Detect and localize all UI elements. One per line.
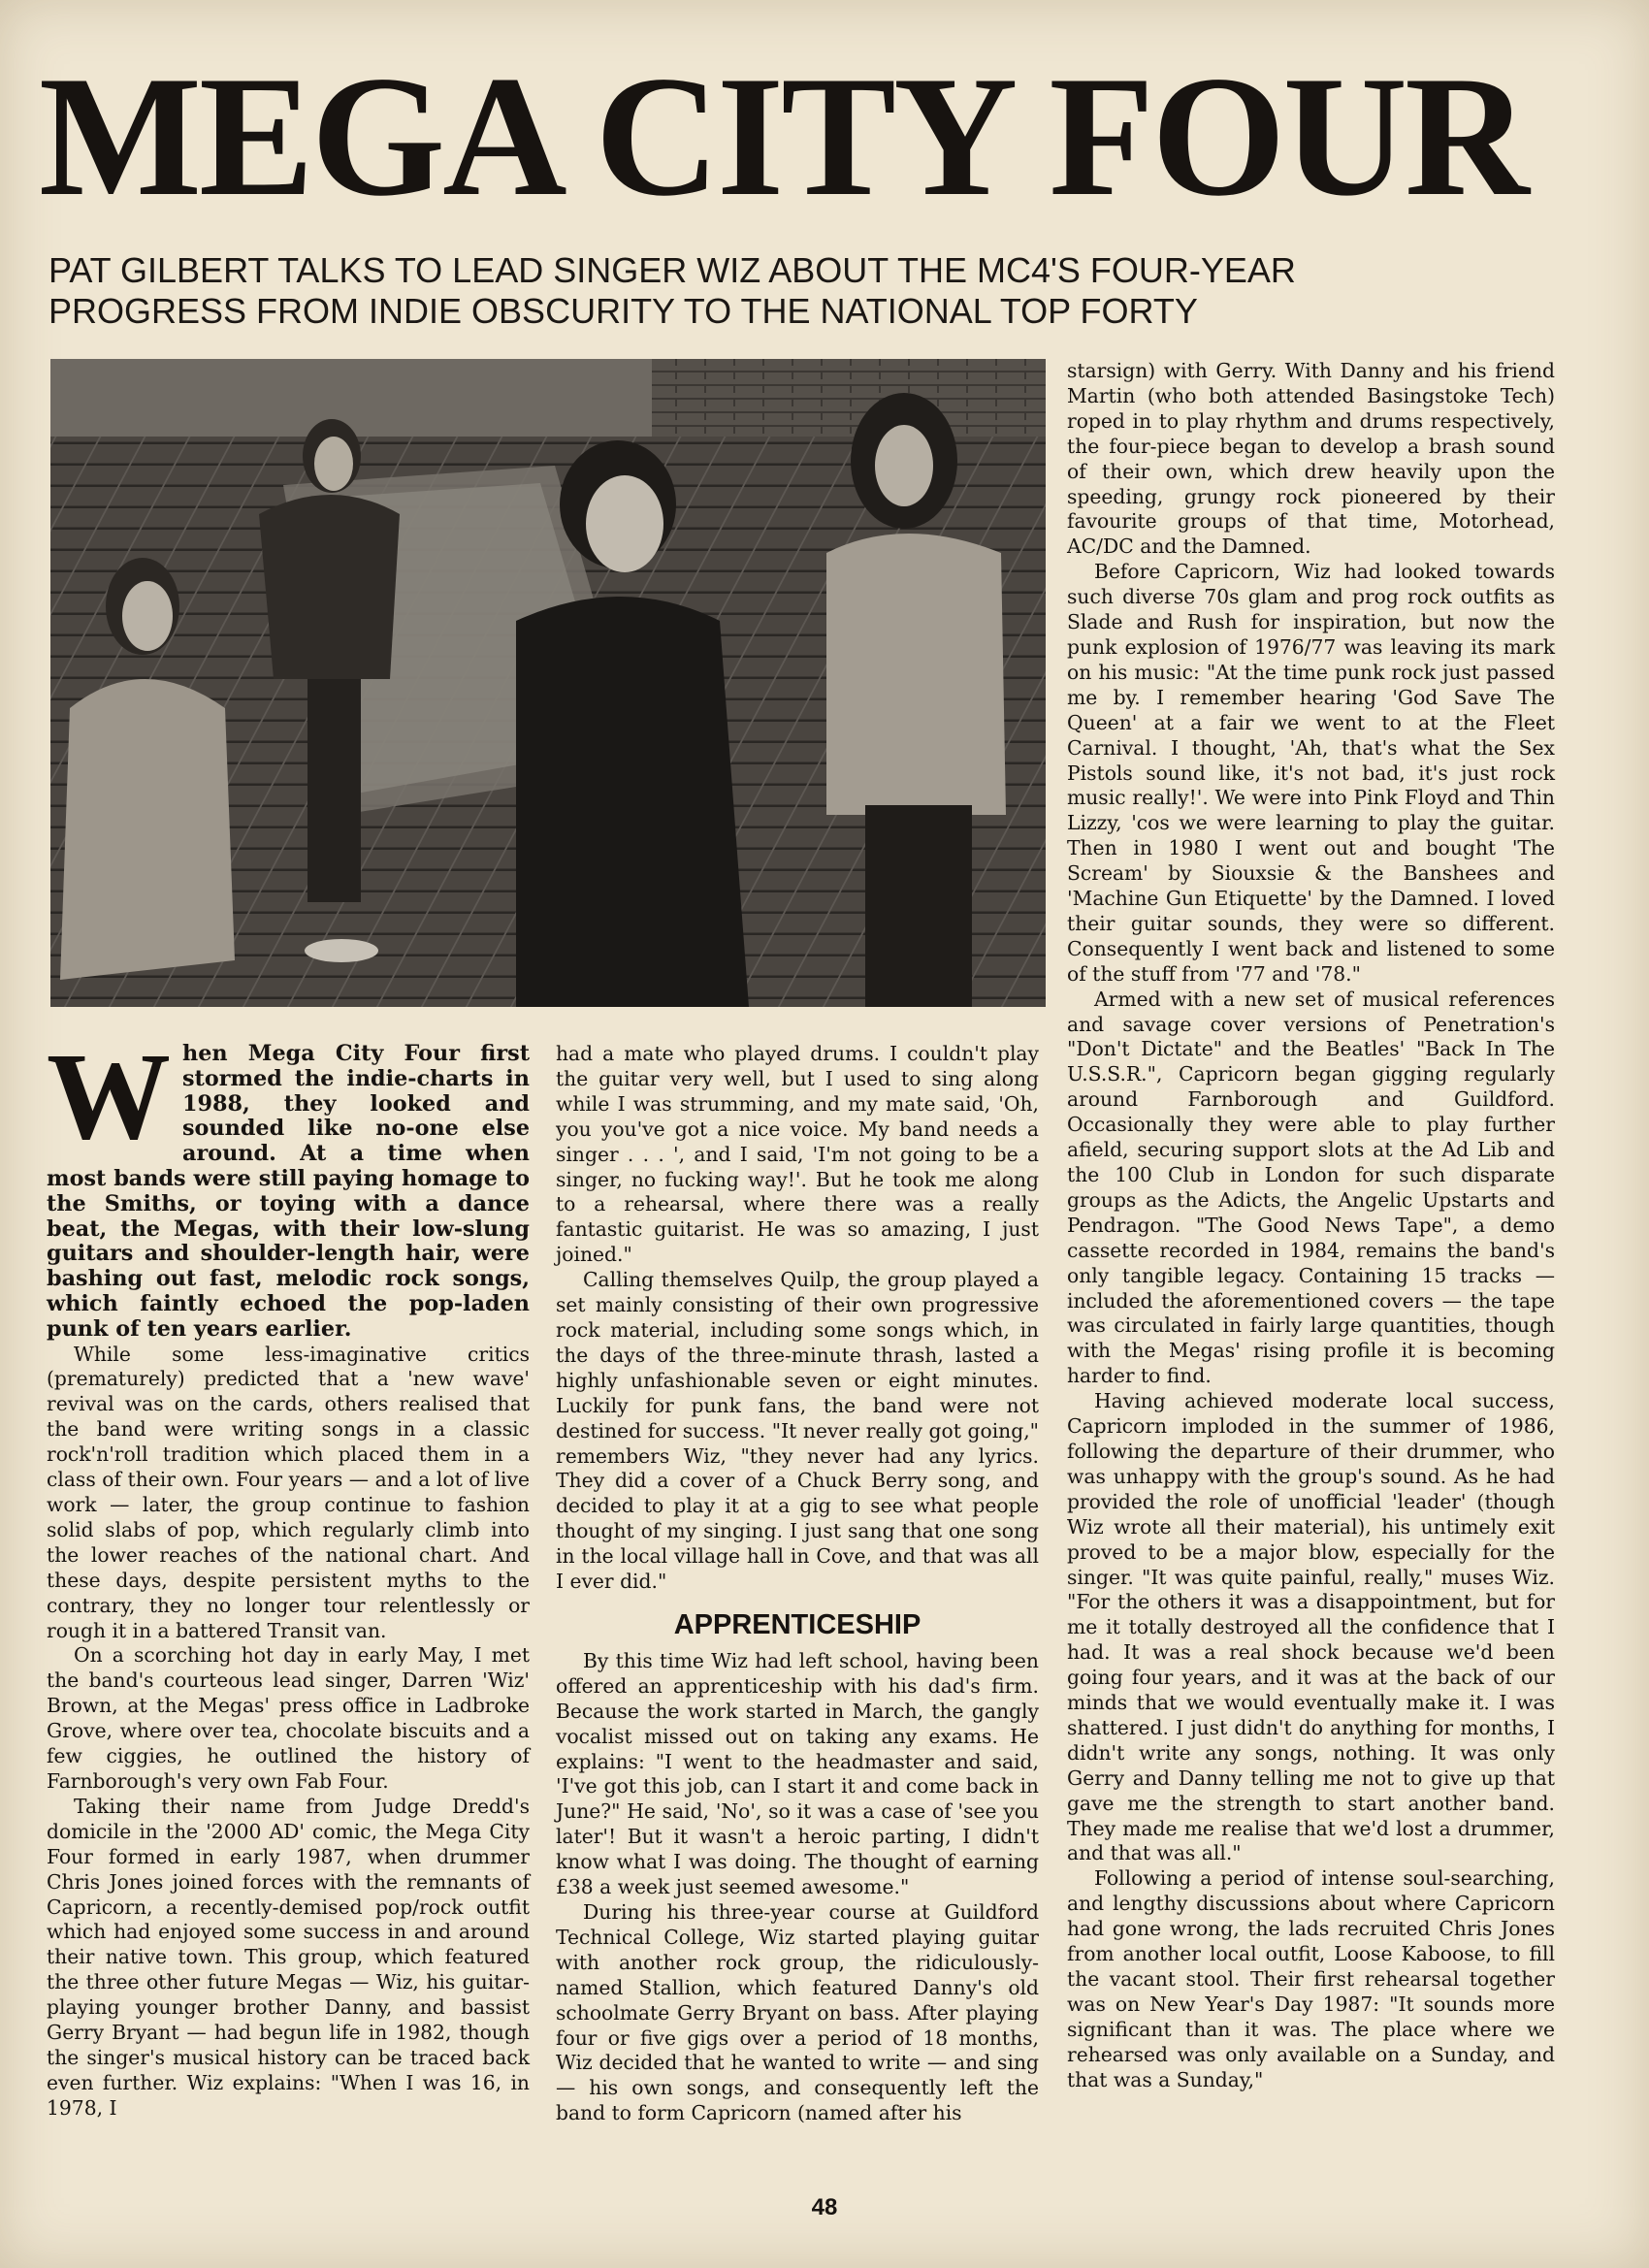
paragraph: On a scorching hot day in early May, I met the band's courteous lead singer, Darren 'Wiz' Brown, at the Megas' press office in Ladbroke Grove, where over tea, chocolate biscuits and a few ciggies, he outlined the history of Farnborough's very own Fab Four. (47, 1643, 530, 1793)
column-1 (47, 1027, 530, 2122)
paragraph: starsign) with Gerry. With Danny and his friend Martin (who both attended Basingstoke Tech) roped in to play rhythm and drums respectively, the four-piece began to develop a brash sound of their own, which drew heavily upon the speeding, grungy rock pioneered by their favourite groups of that time, Motorhead, AC/DC and the Damned. (1067, 359, 1555, 559)
drop-cap: W (47, 1027, 171, 1165)
paragraph: While some less-imaginative critics (prematurely) predicted that a 'new wave' revival was on the cards, others realised that the band were writing songs in a classic rock'n'roll tradition which placed them in a class of their own. Four years — and a lot of live work — later, the group continue to fashion solid slabs of pop, which regularly climb into the lower reaches of the national chart. And these days, despite persistent myths to the contrary, they no longer tour relentlessly or rough it in a battered Transit van. (47, 1342, 530, 1642)
column-2 (556, 1042, 1039, 2126)
lead-text: hen Mega City Four first stormed the indie-charts in 1988, they looked and sounded like no-one else around. At a time when most bands were still paying homage to the Smiths, or toying with a dance beat, the Megas, with their low-slung guitars and shoulder-length hair, were bashing out fast, melodic rock songs, which faintly echoed the pop-laden punk of ten years earlier. (47, 1041, 530, 1342)
paragraph: Before Capricorn, Wiz had looked towards such diverse 70s glam and prog rock outfits as Slade and Rush for inspiration, but now the punk explosion of 1976/77 was leaving its mark on his music: "At the time punk rock just passed me by. I remember hearing 'God Save The Queen' at a fair we went to at the Fleet Carnival. I thought, 'Ah, that's what the Sex Pistols sound like, it's not bad, it's just rock music really!'. We were into Pink Floyd and Thin Lizzy, 'cos we were learning to play the guitar. Then in 1980 I went out and bought 'The Scream' by Siouxsie & the Banshees and 'Machine Gun Etiquette' by the Damned. I loved their guitar sounds, they were so different. Consequently I went back and listened to some of the stuff from '77 and '78." (1067, 560, 1555, 986)
paragraph: By this time Wiz had left school, having been offered an apprenticeship with his dad's firm. Because the work started in March, the gangly vocalist missed out on taking any exams. He explains: "I went to the headmaster and said, 'I've got this job, can I start it and come back in June?" He said, 'No', so it was a case of 'see you later'! But it wasn't a heroic parting, I didn't know what I was doing. The thought of earning £38 a week just seemed awesome." (556, 1648, 1039, 1899)
paragraph: Following a period of intense soul-searching, and lengthy discussions about where Capricorn had gone wrong, the lads recruited Chris Jones from another local outfit, Loose Kaboose, to fill the vacant stool. Their first rehearsal together was on New Year's Day 1987: "It sounds more significant than it was. The place where we rehearsed was only available on a Sunday, and that was a Sunday," (1067, 1866, 1555, 2091)
headline: MEGA CITY FOUR (39, 40, 1527, 232)
standfirst: PAT GILBERT TALKS TO LEAD SINGER WIZ ABOUT THE MC4'S FOUR-YEAR PROGRESS FROM INDIE OBSCURITY TO THE NATIONAL TOP FORTY (48, 250, 1296, 331)
band-photo-illustration (50, 359, 1046, 1007)
paragraph: Calling themselves Quilp, the group played a set mainly consisting of their own progressive rock material, including some songs which, in the days of the three-minute thrash, lasted a highly unfashionable seven or eight minutes. Luckily for punk fans, the band were not destined for success. "It never really got going," remembers Wiz, "they never had any lyrics. They did a cover of a Chuck Berry song, and decided to play it at a gig to see what people thought of my singing. I just sang that one song in the local village hall in Cove, and that was all I ever did." (556, 1268, 1039, 1594)
paragraph: had a mate who played drums. I couldn't play the guitar very well, but I used to sing along while I was strumming, and my mate said, 'Oh, you you've got a nice voice. My band needs a singer . . . ', and I said, 'I'm not going to be a singer, no fucking way!'. But he took me along to a rehearsal, where there was a really fantastic guitarist. He was so amazing, I just joined." (556, 1042, 1039, 1267)
paragraph: Having achieved moderate local success, Capricorn imploded in the summer of 1986, following the departure of their drummer, who was unhappy with the group's sound. As he had provided the role of unofficial 'leader' (though Wiz wrote all their material), his untimely exit proved to be a major blow, especially for the singer. "It was quite painful, really," muses Wiz. "For the others it was a disappointment, but for me it totally destroyed all the confidence that I had. It was a real shock because we'd been going four years, and it was at the back of our minds that we would eventually make it. I was shattered. I just didn't do anything for months, I didn't write any songs, nothing. It was only Gerry and Danny telling me not to give up that gave me the strength to start another band. They made me realise that we'd lost a drummer, and that was all." (1067, 1389, 1555, 1865)
subheading: APPRENTICESHIP (673, 1608, 922, 1640)
paragraph: Armed with a new set of musical references and savage cover versions of Penetration's "Don't Dictate" and the Beatles' "Back In The U.S.S.R.", Capricorn began gigging regularly around Farnborough and Guildford. Occasionally they were able to play further afield, securing support slots at the Ad Lib and the 100 Club in London for such disparate groups as the Adicts, the Angelic Upstarts and Pendragon. "The Good News Tape", a demo cassette recorded in 1984, remains the band's only tangible legacy. Containing 15 tracks — included the aforementioned covers — the tape was circulated in fairly large quantities, though with the Megas' rising profile it is becoming harder to find. (1067, 987, 1555, 1388)
column-3 (1067, 359, 1555, 2093)
paragraph: Taking their name from Judge Dredd's domicile in the '2000 AD' comic, the Mega City Four formed in early 1987, when drummer Chris Jones joined forces with the remnants of Capricorn, a recently-demised pop/rock outfit which had enjoyed some success in and around their native town. This group, which featured the three other future Megas — Wiz, his guitar-playing younger brother Danny, and bassist Gerry Bryant — had begun life in 1982, though the singer's musical history can be traced back even further. Wiz explains: "When I was 16, in 1978, I (47, 1794, 530, 2120)
lead-paragraph (47, 1027, 530, 1343)
band-photo (50, 359, 1046, 1007)
paragraph: During his three-year course at Guildford Technical College, Wiz started playing guitar with another rock group, the ridiculously-named Stallion, which featured Danny's old schoolmate Gerry Bryant on bass. After playing four or five gigs over a period of 18 months, Wiz decided that he wanted to write — and sing — his own songs, and consequently left the band to form Capricorn (named after his (556, 1900, 1039, 2125)
page-number: 48 (811, 2194, 838, 2220)
